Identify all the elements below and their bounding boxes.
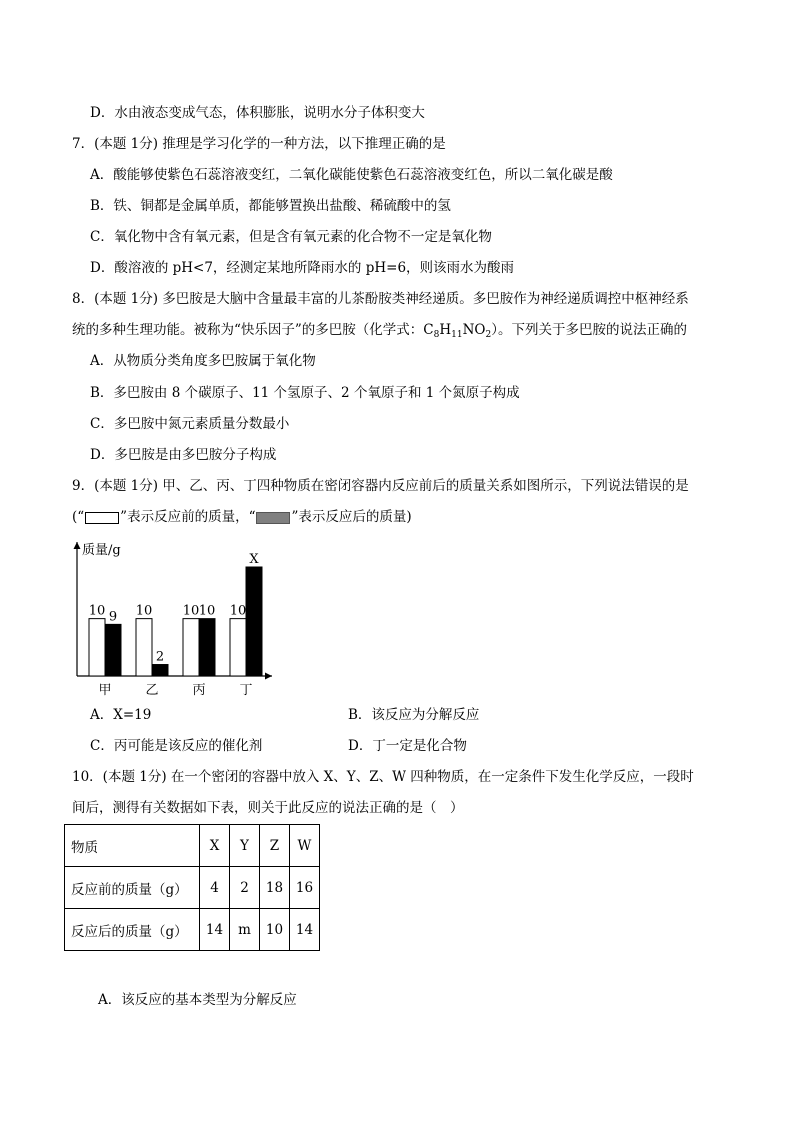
question-7-option-c: C．氧化物中含有氧元素，但是含有氧元素的化合物不一定是氧化物 <box>90 229 492 245</box>
bar-before <box>136 619 152 676</box>
legend-text: (“ <box>72 509 85 525</box>
table-cell: 14 <box>200 909 230 951</box>
bar-before <box>89 619 105 676</box>
bar-before <box>230 619 246 676</box>
table-cell: 反应前的质量（g） <box>65 867 200 909</box>
bar-value-label: 10 <box>182 603 200 619</box>
table-cell: 14 <box>290 909 320 951</box>
table-cell: 18 <box>260 867 290 909</box>
bar-before <box>183 619 199 676</box>
table-cell: 4 <box>200 867 230 909</box>
bar-after <box>152 665 168 676</box>
bar-after <box>199 619 215 676</box>
y-axis-arrow <box>74 542 81 549</box>
bar-after <box>105 624 121 676</box>
question-6-option-d: D．水由液态变成气态，体积膨胀，说明水分子体积变大 <box>90 105 425 121</box>
bar-after <box>246 567 262 676</box>
formula-element: H <box>439 322 452 338</box>
question-10-stem-line2: 间后，测得有关数据如下表，则关于此反应的说法正确的是（ ） <box>72 800 464 816</box>
question-7-option-d: D．酸溶液的 pH<7，经测定某地所降雨水的 pH=6，则该雨水为酸雨 <box>90 260 515 276</box>
question-8-option-c: C．多巴胺中氮元素质量分数最小 <box>90 416 290 432</box>
question-8-option-a: A．从物质分类角度多巴胺属于氧化物 <box>90 353 316 369</box>
x-tick-label: 乙 <box>145 683 159 698</box>
y-axis-label: 质量/g <box>82 543 121 558</box>
question-8-option-d: D．多巴胺是由多巴胺分子构成 <box>90 447 277 463</box>
stem-text: ）。下列关于多巴胺的说法正确的 <box>491 322 687 338</box>
question-7-stem: 7．(本题 1分) 推理是学习化学的一种方法，以下推理正确的是 <box>72 136 446 152</box>
formula-element: NO <box>462 322 486 338</box>
table-row <box>65 867 320 909</box>
subscript: 11 <box>451 330 463 340</box>
question-9-option-d: D．丁一定是化合物 <box>348 738 467 754</box>
bar-value-label: 9 <box>108 609 118 625</box>
question-9-legend <box>72 508 412 526</box>
bar-value-label: 2 <box>155 649 165 665</box>
table-cell: 10 <box>260 909 290 951</box>
question-10-stem-line1: 10．(本题 1分) 在一个密闭的容器中放入 X、Y、Z、W 四种物质，在一定条件下发生化学反应，一段时 <box>72 769 694 785</box>
legend-after-swatch <box>256 512 290 524</box>
question-10-data-table <box>64 824 320 951</box>
subscript: 8 <box>433 330 440 340</box>
question-9-option-c: C．丙可能是该反应的催化剂 <box>90 738 263 754</box>
legend-text: ”表示反应后的质量) <box>291 509 412 525</box>
question-8-stem-line2 <box>72 321 687 339</box>
mass-bar-chart <box>60 532 290 702</box>
subscript: 2 <box>485 330 492 340</box>
table-cell: Z <box>260 825 290 867</box>
table-cell: Y <box>230 825 260 867</box>
table-row <box>65 909 320 951</box>
table-cell: m <box>230 909 260 951</box>
bar-value-label: X <box>249 552 259 567</box>
table-cell: 反应后的质量（g） <box>65 909 200 951</box>
x-axis-arrow <box>265 673 272 680</box>
x-tick-label: 丁 <box>239 683 253 698</box>
question-9-option-b: B．该反应为分解反应 <box>348 707 480 723</box>
stem-text: 统的多种生理功能。被称为“快乐因子”的多巴胺（化学式：C <box>72 322 434 338</box>
legend-text: ”表示反应前的质量，“ <box>120 509 256 525</box>
x-tick-label: 甲 <box>98 683 112 698</box>
legend-before-swatch <box>85 512 119 524</box>
bar-value-label: 10 <box>135 603 153 619</box>
table-cell: 16 <box>290 867 320 909</box>
table-cell: 2 <box>230 867 260 909</box>
x-tick-label: 丙 <box>192 683 206 698</box>
question-9-stem: 9．(本题 1分) 甲、乙、丙、丁四种物质在密闭容器内反应前后的质量关系如图所示，下列说法错误的是 <box>72 478 689 494</box>
table-cell: 物质 <box>65 825 200 867</box>
bar-value-label: 10 <box>198 603 216 619</box>
question-7-option-a: A．酸能够使紫色石蕊溶液变红，二氧化碳能使紫色石蕊溶液变红色，所以二氧化碳是酸 <box>90 167 613 183</box>
question-8-option-b: B．多巴胺由 8 个碳原子、11 个氢原子、2 个氧原子和 1 个氮原子构成 <box>90 385 520 401</box>
question-9-option-a: A．X=19 <box>90 707 152 723</box>
table-row <box>65 825 320 867</box>
table-cell: X <box>200 825 230 867</box>
question-10-option-a: A．该反应的基本类型为分解反应 <box>98 992 297 1008</box>
bar-value-label: 10 <box>229 603 247 619</box>
table-cell: W <box>290 825 320 867</box>
question-8-stem-line1: 8．(本题 1分) 多巴胺是大脑中含量最丰富的儿茶酚胺类神经递质。多巴胺作为神经递质调控中枢神经系 <box>72 291 689 307</box>
question-7-option-b: B．铁、铜都是金属单质，都能够置换出盐酸、稀硫酸中的氢 <box>90 198 451 214</box>
bar-value-label: 10 <box>88 603 106 619</box>
